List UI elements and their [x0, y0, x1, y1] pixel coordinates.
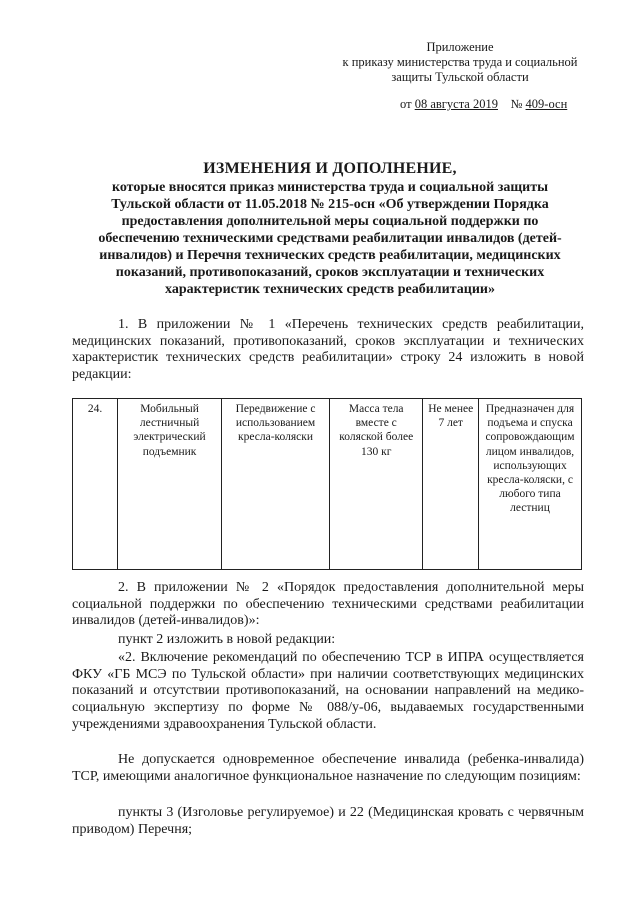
title-line: показаний, противопоказаний, сроков эксплуатации и технических	[115, 265, 545, 280]
section-1-text: 1. В приложении № 1 «Перечень технических средств реабилитации, медицинских показаний, противопоказаний, сроков эксплуатации и технических характеристик технических средств реабилитации» строку 24 изложить в новой редакции:	[72, 317, 584, 383]
title-line: обеспечению техническими средствами реабилитации инвалидов (детей-	[98, 231, 562, 246]
table-row	[73, 399, 582, 570]
section-2-not-allowed	[72, 752, 584, 785]
title-line: инвалидов) и Перечня технических средств реабилитации, медицинских	[99, 248, 561, 263]
order-date: 08 августа 2019	[414, 97, 498, 111]
document-title	[70, 159, 590, 298]
appendix-header	[310, 40, 610, 85]
term-cell: Не менее 7 лет	[423, 399, 479, 570]
title-line: предоставления дополнительной меры социальной поддержки по	[121, 214, 539, 229]
contraindication-cell: Масса тела вместе с коляской более 130 кг	[330, 399, 423, 570]
title-line: которые вносятся приказ министерства труда и социальной защиты	[111, 180, 549, 195]
row-number-cell: 24.	[73, 399, 118, 570]
title-main: ИЗМЕНЕНИЯ И ДОПОЛНЕНИЕ,	[203, 160, 457, 177]
indication-cell: Передвижение с использованием кресла-коляски	[221, 399, 329, 570]
section-2-intro-text: 2. В приложении № 2 «Порядок предоставления дополнительной меры социальной поддержки по обеспечению техническими средствами реабилитации инвалидов (детей-инвалидов)»:	[72, 580, 584, 629]
section-2-quote	[72, 650, 584, 734]
order-number: 409-осн	[525, 97, 568, 111]
title-line: характеристик технических средств реабилитации»	[165, 282, 495, 297]
section-2-quote-text: «2. Включение рекомендаций по обеспечению ТСР в ИПРА осуществляется ФКУ «ГБ МСЭ по Тульской области» при наличии соответствующих медицинских показаний и отсутствии противопоказаний, на основании направлений на медико-социальную экспертизу по форме № 088/у-06, выдаваемых государственными учреждениями здравоохранения Тульской области.	[72, 650, 584, 732]
section-2-point	[72, 632, 584, 649]
tsr-table	[72, 398, 582, 570]
appendix-ministry: защиты Тульской области	[391, 70, 529, 84]
section-2-point-text: пункт 2 изложить в новой редакции:	[118, 632, 336, 647]
order-number-prefix: №	[510, 97, 523, 111]
appendix-order-ref: к приказу министерства труда и социальной	[342, 55, 578, 69]
section-2-intro	[72, 580, 584, 630]
section-1-paragraph	[72, 317, 584, 384]
device-name-cell: Мобильный лестничный электрический подъемник	[118, 399, 222, 570]
order-date-line	[400, 97, 567, 112]
characteristics-cell: Предназначен для подъема и спуска сопровождающим лицом инвалидов, использующих кресла-коляски, с любого типа лестниц	[479, 399, 582, 570]
section-2-items	[72, 805, 584, 838]
appendix-label: Приложение	[426, 40, 494, 54]
section-2-items-text: пункты 3 (Изголовье регулируемое) и 22 (Медицинская кровать с червячным приводом) Перечня;	[72, 805, 584, 837]
section-2-not-allowed-text: Не допускается одновременное обеспечение инвалида (ребенка-инвалида) ТСР, имеющими аналогичное функциональное назначение по следующим позициям:	[72, 752, 584, 784]
order-prefix: от	[400, 97, 412, 111]
title-line: Тульской области от 11.05.2018 № 215-осн «Об утверждении Порядка	[111, 197, 549, 212]
